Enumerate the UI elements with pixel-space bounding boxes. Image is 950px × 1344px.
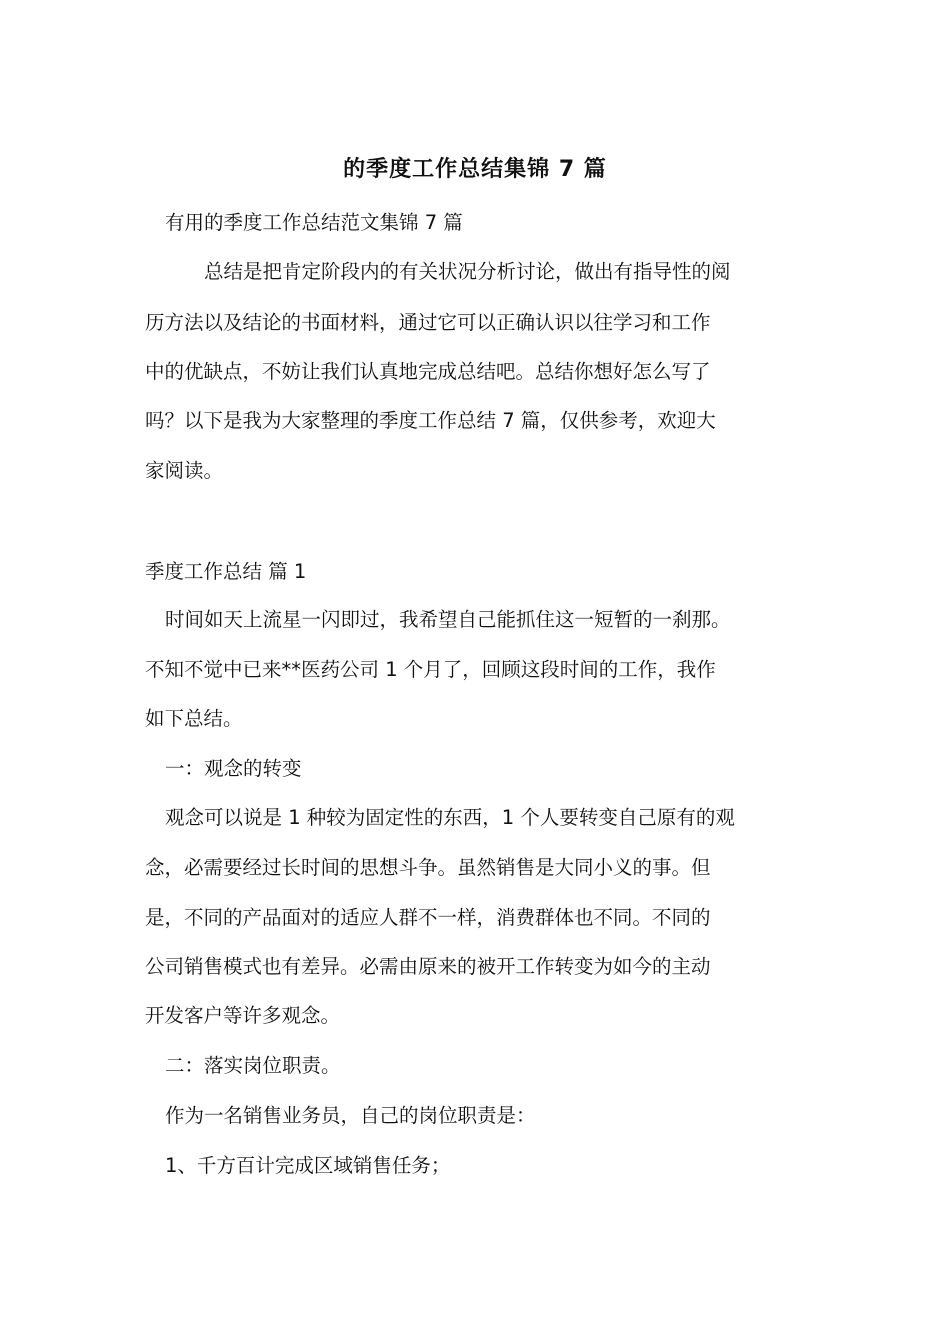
intro-line-4: 吗？以下是我为大家整理的季度工作总结 7 篇，仅供参考，欢迎大	[145, 409, 716, 432]
section1-line-3: 如下总结。	[145, 707, 243, 730]
point1-line-4: 公司销售模式也有差异。必需由原来的被开工作转变为如今的主动	[145, 955, 711, 978]
intro-line-3: 中的优缺点，不妨让我们认真地完成总结吧。总结你想好怎么写了	[145, 360, 711, 383]
point1-line-3: 是，不同的产品面对的适应人群不一样，消费群体也不同。不同的	[145, 906, 711, 929]
section1-line-1: 时间如天上流星一闪即过，我希望自己能抓住这一短暂的一刹那。	[165, 608, 731, 631]
point2-heading: 二：落实岗位职责。	[165, 1054, 341, 1077]
point2-intro: 作为一名销售业务员，自己的岗位职责是：	[165, 1104, 536, 1127]
intro-line-5: 家阅读。	[145, 459, 224, 482]
intro-line-1: 总结是把肯定阶段内的有关状况分析讨论，做出有指导性的阅	[204, 260, 731, 283]
document-title: 的季度工作总结集锦 7 篇	[343, 157, 607, 182]
document-subtitle: 有用的季度工作总结范文集锦 7 篇	[165, 211, 463, 234]
point1-line-5: 开发客户等许多观念。	[145, 1004, 341, 1027]
intro-line-2: 历方法以及结论的书面材料，通过它可以正确认识以往学习和工作	[145, 311, 711, 334]
section-heading: 季度工作总结 篇 1	[145, 560, 307, 583]
point1-line-2: 念，必需要经过长时间的思想斗争。虽然销售是大同小义的事。但	[145, 856, 711, 879]
duty-item-1: 1、千方百计完成区域销售任务；	[165, 1154, 451, 1177]
point1-heading: 一：观念的转变	[165, 757, 302, 780]
point1-line-1: 观念可以说是 1 种较为固定性的东西，1 个人要转变自己原有的观	[165, 806, 735, 829]
section1-line-2: 不知不觉中已来**医药公司 1 个月了，回顾这段时间的工作，我作	[145, 658, 716, 681]
